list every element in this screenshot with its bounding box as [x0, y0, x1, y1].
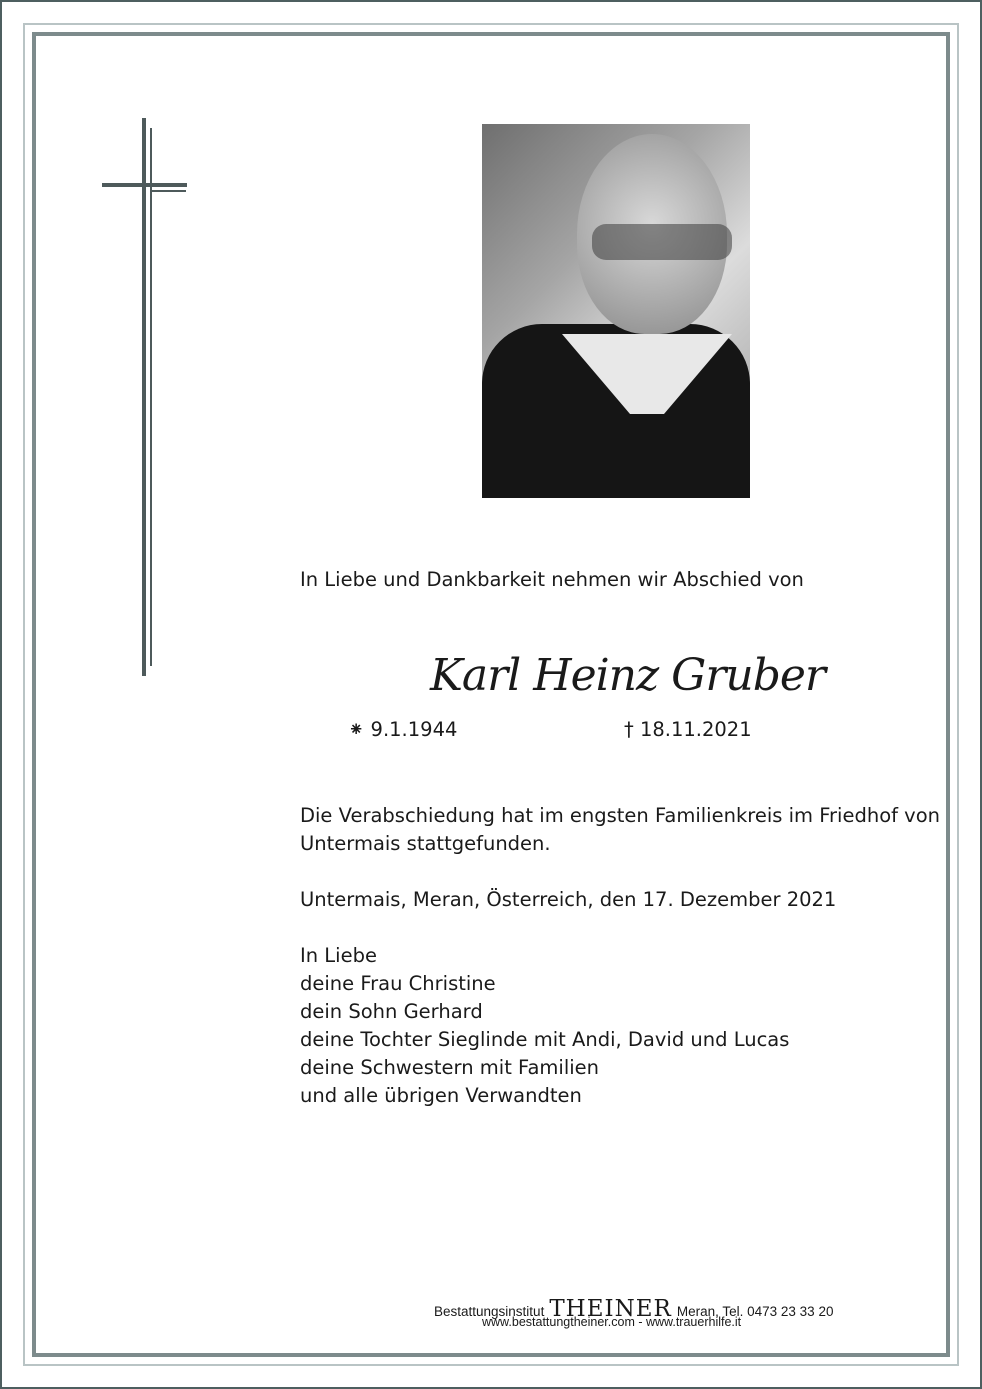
- death-date: † 18.11.2021: [624, 718, 752, 741]
- signature-line: dein Sohn Gerhard: [300, 1000, 483, 1023]
- footer-company: Bestattungsinstitut THEINER Meran, Tel. 0473 23 33 20: [434, 1296, 834, 1322]
- death-cross-icon: †: [624, 718, 634, 741]
- birth-date: ⁕ 9.1.1944: [348, 718, 458, 741]
- signature-line: In Liebe: [300, 944, 377, 967]
- birth-icon: ⁕: [348, 718, 365, 741]
- farewell-paragraph: Die Verabschiedung hat im engsten Familienkreis im Friedhof von Untermais stattgefunden.: [300, 804, 941, 855]
- signature-line: und alle übrigen Verwandten: [300, 1084, 582, 1107]
- signatures: [300, 942, 789, 1110]
- portrait-photo: [482, 124, 750, 498]
- signature-line: deine Frau Christine: [300, 972, 496, 995]
- deceased-name: Karl Heinz Gruber: [430, 650, 825, 701]
- footer-websites: www.bestattungtheiner.com - www.trauerhilfe.it: [482, 1315, 742, 1329]
- signature-line: deine Schwestern mit Familien: [300, 1056, 600, 1079]
- place-date: Untermais, Meran, Österreich, den 17. Dezember 2021: [300, 888, 837, 911]
- signature-line: deine Tochter Sieglinde mit Andi, David und Lucas: [300, 1028, 790, 1051]
- theiner-logo: THEINER: [549, 1296, 672, 1322]
- intro-text: In Liebe und Dankbarkeit nehmen wir Abschied von: [300, 568, 804, 591]
